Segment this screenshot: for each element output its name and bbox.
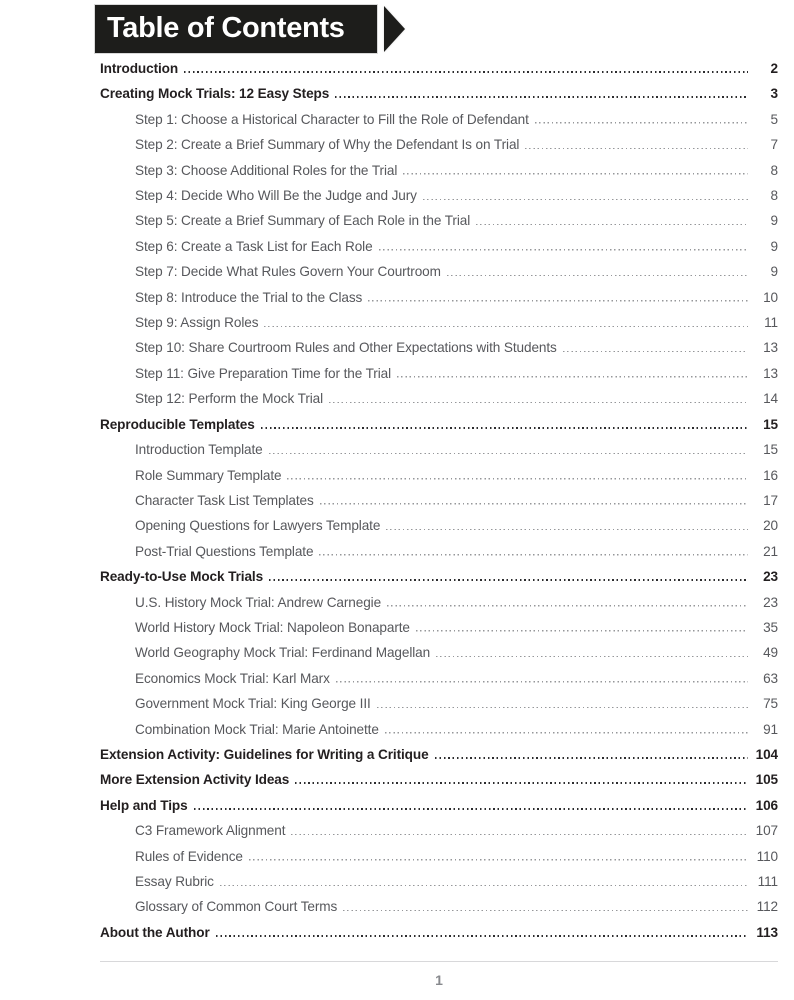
toc-entry-page: 15 <box>763 442 778 458</box>
toc-entry-label: Introduction Template <box>135 442 263 458</box>
toc-entry-page: 9 <box>770 264 778 280</box>
dot-leader <box>368 300 748 302</box>
toc-entry <box>100 793 778 818</box>
toc-entry <box>100 437 778 462</box>
toc-entry <box>100 56 778 81</box>
dot-leader <box>249 859 748 861</box>
toc-entry-label: Role Summary Template <box>135 467 282 483</box>
toc-entry <box>100 513 778 538</box>
dot-leader <box>335 96 748 98</box>
toc-entry-label: Step 5: Create a Brief Summary of Each Role in the Trial <box>135 213 471 229</box>
toc-entry-label: World Geography Mock Trial: Ferdinand Magellan <box>135 645 431 661</box>
toc-entry <box>100 717 778 742</box>
toc-entry-label: Opening Questions for Lawyers Template <box>135 518 381 534</box>
dot-leader <box>194 808 748 810</box>
toc-entry-page: 9 <box>770 238 778 254</box>
toc-entry-label: Help and Tips <box>100 797 188 813</box>
toc-entry <box>100 844 778 869</box>
toc-entry <box>100 259 778 284</box>
toc-entry-page: 13 <box>763 340 778 356</box>
toc-entry-page: 106 <box>755 797 778 813</box>
toc-entry <box>100 920 778 945</box>
dot-leader <box>269 453 748 455</box>
toc-entry-page: 7 <box>770 137 778 153</box>
toc-entry <box>100 564 778 589</box>
toc-entry-label: Glossary of Common Court Terms <box>135 899 338 915</box>
dot-leader <box>447 275 748 277</box>
toc-entry-label: Reproducible Templates <box>100 416 255 432</box>
toc-entry-page: 91 <box>763 721 778 737</box>
dot-leader <box>476 224 748 226</box>
dot-leader <box>387 605 748 607</box>
page-title: Table of Contents <box>107 11 345 44</box>
dot-leader <box>329 402 748 404</box>
dot-leader <box>295 782 747 784</box>
toc-list <box>100 56 778 945</box>
dot-leader <box>343 910 748 912</box>
dot-leader <box>291 834 747 836</box>
dot-leader <box>184 71 748 73</box>
toc-entry-label: Step 10: Share Courtroom Rules and Other Expectations with Students <box>135 340 557 356</box>
toc-entry-label: More Extension Activity Ideas <box>100 772 290 788</box>
toc-entry-page: 17 <box>763 492 778 508</box>
dot-leader <box>379 249 748 251</box>
toc-entry-page: 2 <box>770 61 778 76</box>
dot-leader <box>377 707 748 709</box>
footer-divider <box>100 961 778 962</box>
toc-entry-page: 35 <box>763 619 778 635</box>
dot-leader <box>264 326 748 328</box>
toc-entry-page: 113 <box>756 924 778 940</box>
dot-leader <box>385 732 748 734</box>
dot-leader <box>220 885 748 887</box>
toc-entry <box>100 691 778 716</box>
dot-leader <box>525 148 748 150</box>
toc-entry-label: Step 1: Choose a Historical Character to Fill the Role of Defendant <box>135 111 529 127</box>
dot-leader <box>261 427 748 429</box>
toc-entry <box>100 894 778 919</box>
toc-entry-page: 11 <box>764 315 778 331</box>
toc-entry-label: Step 4: Decide Who Will Be the Judge and Jury <box>135 188 417 204</box>
toc-entry <box>100 234 778 259</box>
dot-leader <box>397 376 748 378</box>
toc-entry-label: Government Mock Trial: King George III <box>135 696 371 712</box>
dot-leader <box>216 935 748 937</box>
toc-entry-page: 15 <box>763 416 778 432</box>
toc-entry-page: 111 <box>757 874 778 889</box>
dot-leader <box>403 173 748 175</box>
toc-entry-label: Post-Trial Questions Template <box>135 543 314 559</box>
toc-entry-page: 13 <box>763 365 778 381</box>
toc-entry-label: Step 9: Assign Roles <box>135 315 259 331</box>
page-header <box>95 5 405 53</box>
toc-entry-label: Step 12: Perform the Mock Trial <box>135 391 324 407</box>
toc-entry-label: Extension Activity: Guidelines for Writing a Critique <box>100 746 429 762</box>
toc-entry-label: About the Author <box>100 924 210 940</box>
toc-entry-label: Step 3: Choose Additional Roles for the Trial <box>135 162 398 178</box>
toc-entry-page: 14 <box>763 391 778 407</box>
toc-entry <box>100 818 778 843</box>
title-banner <box>95 5 377 53</box>
toc-entry <box>100 208 778 233</box>
toc-entry <box>100 590 778 615</box>
toc-entry-label: U.S. History Mock Trial: Andrew Carnegie <box>135 594 382 610</box>
toc-entry-label: Rules of Evidence <box>135 848 243 864</box>
dot-leader <box>269 579 748 581</box>
toc-entry <box>100 463 778 488</box>
toc-entry-page: 110 <box>756 848 778 864</box>
dot-leader <box>386 529 748 531</box>
toc-entry-page: 16 <box>763 467 778 483</box>
toc-entry-label: Step 11: Give Preparation Time for the Trial <box>135 365 392 381</box>
toc-entry-page: 3 <box>770 86 778 102</box>
arrow-right-icon <box>384 6 405 52</box>
dot-leader <box>319 554 748 556</box>
toc-entry-label: Character Task List Templates <box>135 492 314 508</box>
toc-entry-label: Combination Mock Trial: Marie Antoinette <box>135 721 379 737</box>
toc-entry <box>100 386 778 411</box>
toc-entry-label: Step 8: Introduce the Trial to the Class <box>135 289 363 305</box>
toc-entry-page: 8 <box>770 162 778 178</box>
toc-entry-label: Step 7: Decide What Rules Govern Your Courtroom <box>135 264 441 280</box>
toc-entry <box>100 158 778 183</box>
toc-entry-page: 21 <box>763 543 778 559</box>
dot-leader <box>436 656 748 658</box>
toc-entry <box>100 869 778 894</box>
toc-entry <box>100 81 778 106</box>
toc-entry-label: Essay Rubric <box>135 874 214 889</box>
dot-leader <box>535 122 748 124</box>
toc-entry <box>100 335 778 360</box>
toc-entry-page: 104 <box>755 746 778 762</box>
toc-entry-page: 49 <box>763 645 778 661</box>
dot-leader <box>336 681 748 683</box>
toc-entry <box>100 666 778 691</box>
toc-entry-label: Step 2: Create a Brief Summary of Why the Defendant Is on Trial <box>135 137 520 153</box>
toc-entry-page: 75 <box>763 696 778 712</box>
toc-entry-label: World History Mock Trial: Napoleon Bonaparte <box>135 619 410 635</box>
toc-entry-page: 23 <box>763 569 778 585</box>
toc-entry <box>100 767 778 792</box>
toc-entry <box>100 285 778 310</box>
page-number: 1 <box>435 972 443 988</box>
dot-leader <box>320 503 748 505</box>
toc-entry-page: 5 <box>770 111 778 127</box>
toc-entry <box>100 615 778 640</box>
toc-entry-label: Introduction <box>100 61 179 76</box>
toc-entry-label: Economics Mock Trial: Karl Marx <box>135 670 330 686</box>
toc-entry-label: Creating Mock Trials: 12 Easy Steps <box>100 86 330 102</box>
toc-entry-page: 105 <box>755 772 778 788</box>
toc-entry <box>100 539 778 564</box>
dot-leader <box>563 351 748 353</box>
dot-leader <box>416 630 748 632</box>
toc-entry <box>100 310 778 335</box>
dot-leader <box>287 478 748 480</box>
toc-entry <box>100 488 778 513</box>
toc-entry <box>100 412 778 437</box>
toc-entry-page: 20 <box>763 518 778 534</box>
toc-entry <box>100 107 778 132</box>
toc-entry-label: C3 Framework Alignment <box>135 823 286 839</box>
toc-entry-page: 9 <box>770 213 778 229</box>
toc-entry <box>100 132 778 157</box>
toc-entry-page: 23 <box>763 594 778 610</box>
toc-entry-page: 8 <box>770 188 778 204</box>
toc-entry <box>100 183 778 208</box>
dot-leader <box>435 757 748 759</box>
toc-entry <box>100 640 778 665</box>
dot-leader <box>423 199 748 201</box>
toc-entry-label: Ready-to-Use Mock Trials <box>100 569 264 585</box>
toc-entry <box>100 361 778 386</box>
toc-entry <box>100 742 778 767</box>
toc-entry-page: 107 <box>755 823 778 839</box>
toc-entry-page: 10 <box>763 289 778 305</box>
toc-entry-label: Step 6: Create a Task List for Each Role <box>135 238 373 254</box>
toc-entry-page: 112 <box>756 899 778 915</box>
toc-entry-page: 63 <box>763 670 778 686</box>
